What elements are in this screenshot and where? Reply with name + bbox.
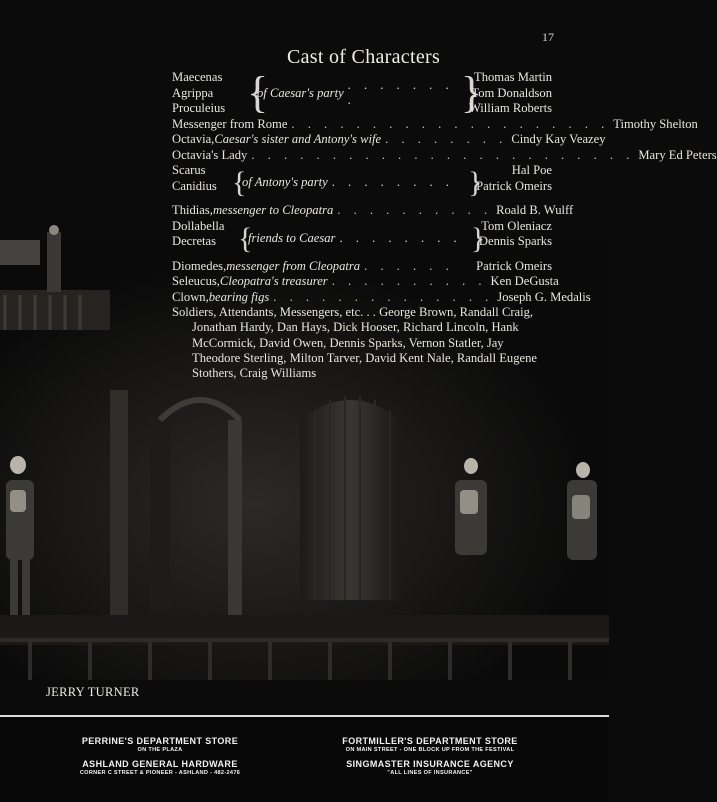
leader-dots: . . . . . . bbox=[364, 258, 454, 273]
actor-name: Joseph G. Medalis bbox=[497, 289, 591, 304]
actor-name: Tom Oleniacz bbox=[481, 218, 552, 233]
role-name: Diomedes, bbox=[172, 258, 227, 273]
leader-dots: . . . . . . . . . . bbox=[331, 274, 487, 288]
actor-name: Dennis Sparks bbox=[478, 234, 552, 248]
ad-subtitle: CORNER C STREET & PIONEER - ASHLAND - 482-2476 bbox=[79, 770, 241, 776]
role-name: Scarus bbox=[172, 163, 206, 177]
left-brace: { bbox=[247, 68, 269, 118]
leader-dots: . . . . . . . . . . . . . . . . . . . . . . . . bbox=[251, 147, 635, 162]
group-description: of Antony's party bbox=[242, 175, 328, 190]
actor-name: Hal Poe bbox=[511, 163, 552, 177]
role-description: bearing figs bbox=[208, 289, 270, 304]
role-name: Messenger from Rome bbox=[172, 116, 288, 131]
role-description: messenger to Cleopatra bbox=[212, 203, 334, 217]
group-description: friends to Caesar bbox=[248, 230, 336, 245]
cast-list bbox=[172, 68, 717, 381]
cast-row bbox=[172, 274, 559, 290]
cast-row bbox=[172, 203, 574, 219]
right-brace: } bbox=[468, 166, 483, 199]
leader-dots: . . . . . . . . . . . . . . . . . . . . bbox=[291, 116, 610, 131]
leader-dots: . . . . . . . . . . bbox=[337, 203, 493, 217]
page-title: Cast of Characters bbox=[286, 46, 441, 68]
left-brace: { bbox=[238, 221, 253, 255]
role-name: Dollabella bbox=[172, 218, 225, 233]
cast-group-antonys-party bbox=[172, 163, 552, 203]
ad-name: PERRINE'S DEPARTMENT STORE bbox=[81, 736, 239, 746]
role-description: messenger from Cleopatra bbox=[226, 258, 361, 273]
role-name: Decretas bbox=[172, 234, 217, 248]
ad-name: FORTMILLER'S DEPARTMENT STORE bbox=[342, 736, 518, 746]
left-brace: { bbox=[232, 166, 247, 199]
role-name: Canidius bbox=[172, 178, 217, 193]
ad-name: SINGMASTER INSURANCE AGENCY bbox=[346, 759, 514, 769]
role-name: Thidias, bbox=[172, 203, 213, 217]
cast-row bbox=[172, 116, 698, 133]
leader-dots: . . . . . . . . . . . . . . bbox=[273, 289, 494, 304]
actor-name: Patrick Omeirs bbox=[476, 258, 552, 273]
ad-subtitle: ON THE PLAZA bbox=[137, 747, 183, 753]
role-name: Octavia, bbox=[172, 132, 215, 146]
leader-dots: . . . . . . . . bbox=[339, 230, 462, 245]
actor-name: Ken DeGusta bbox=[490, 274, 559, 288]
cast-row bbox=[172, 259, 552, 275]
ensemble-cast: Soldiers, Attendants, Messengers, etc. . . George Brown, Randall Craig, Jonathan Hardy, Dan Hays, Dick Hooser, Richard Lincoln, Hank McCormick, David Owen, Dennis Sparks, Vernon Statler, Jay Theodore Sterling, Milton Tarver, David Kent Nale, Randall Eugene Stothers, Craig Williams bbox=[172, 305, 537, 381]
role-name: Agrippa bbox=[172, 85, 214, 100]
cast-row bbox=[172, 147, 717, 164]
right-brace: } bbox=[470, 221, 486, 255]
ad-perrines bbox=[60, 736, 260, 753]
role-description: Caesar's sister and Antony's wife bbox=[214, 132, 382, 146]
ad-subtitle: "ALL LINES OF INSURANCE" bbox=[387, 770, 473, 776]
leader-dots: . . . . . . . . bbox=[347, 77, 454, 108]
cast-group-friends-to-caesar bbox=[172, 219, 552, 259]
actor-name: Mary Ed Peters bbox=[638, 147, 717, 162]
ad-subtitle: ON MAIN STREET - ONE BLOCK UP FROM THE FESTIVAL bbox=[345, 747, 515, 753]
ad-singmaster bbox=[320, 759, 540, 776]
actor-name: Patrick Omeirs bbox=[476, 178, 552, 193]
photo-credit: JERRY TURNER bbox=[46, 685, 140, 699]
advertisement-footer bbox=[0, 715, 609, 802]
actor-name: Cindy Kay Veazey bbox=[511, 132, 606, 146]
leader-dots: . . . . . . . . bbox=[331, 175, 454, 190]
page-number: 17 bbox=[542, 30, 554, 44]
ad-name: ASHLAND GENERAL HARDWARE bbox=[82, 759, 238, 769]
ad-fortmillers bbox=[320, 736, 540, 753]
actor-name: Timothy Shelton bbox=[613, 116, 698, 131]
role-name: Maecenas bbox=[172, 70, 223, 84]
role-name: Octavia's Lady bbox=[172, 147, 248, 162]
actor-name: Tom Donaldson bbox=[471, 85, 552, 100]
cast-group-caesars-party bbox=[172, 70, 552, 117]
group-description: of Caesar's party bbox=[257, 85, 344, 100]
actor-name: William Roberts bbox=[468, 101, 552, 115]
role-name: Proculeius bbox=[172, 101, 226, 115]
role-name: Seleucus, bbox=[172, 274, 220, 288]
role-name: Clown, bbox=[172, 289, 209, 304]
actor-name: Roald B. Wulff bbox=[496, 203, 574, 217]
right-brace: } bbox=[460, 68, 483, 118]
actor-name: Thomas Martin bbox=[474, 70, 552, 84]
cast-row bbox=[172, 132, 606, 148]
cast-row bbox=[172, 289, 591, 306]
role-description: Cleopatra's treasurer bbox=[219, 274, 328, 288]
ad-ashland-hardware bbox=[60, 759, 260, 776]
leader-dots: . . . . . . . . bbox=[385, 132, 508, 146]
